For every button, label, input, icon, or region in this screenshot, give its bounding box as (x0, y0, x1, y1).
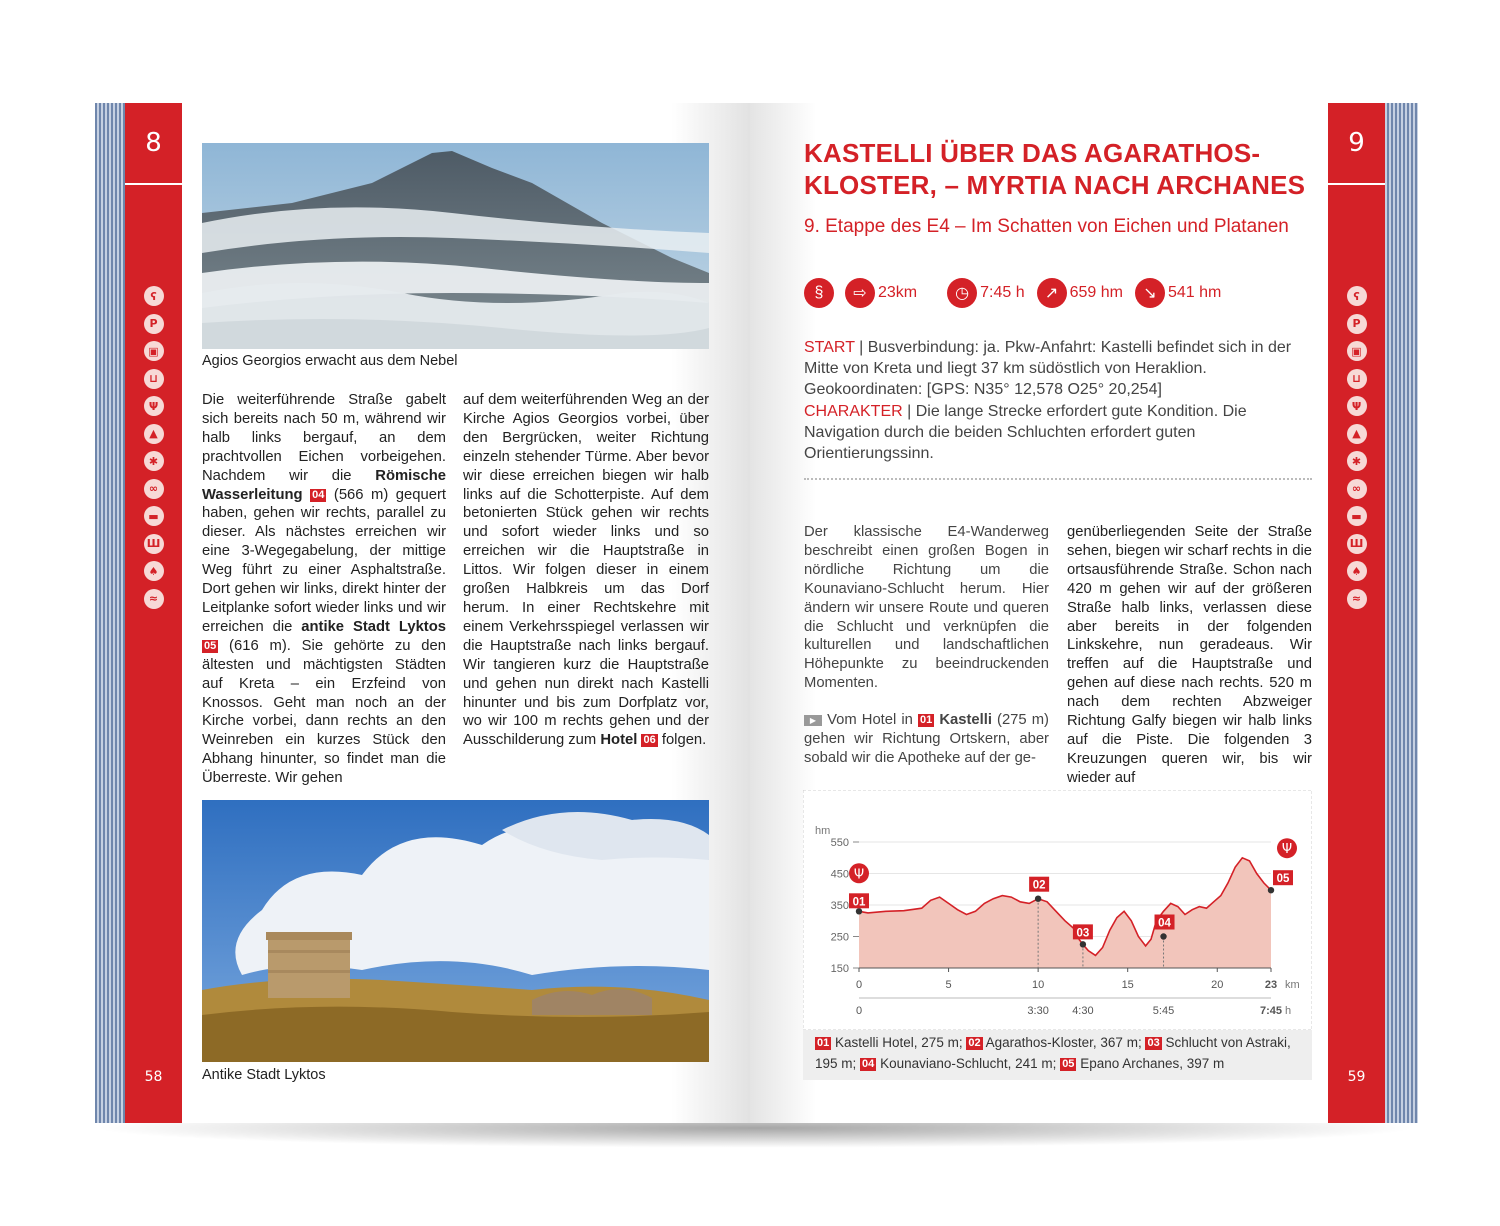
x-tick-label: 0 (855, 979, 863, 991)
legend-item: Schlucht von Astraki, 195 m; (815, 1035, 1291, 1071)
elevation-chart (803, 790, 1312, 1030)
x-tick-label: 20 (1211, 979, 1224, 991)
play-arrow-icon: ▶ (804, 715, 822, 726)
time-tick-label: 5:45 (1152, 1005, 1175, 1017)
dotted-divider (804, 478, 1312, 480)
right-page-edges (1385, 103, 1418, 1123)
waypoint-dot (1268, 887, 1274, 893)
museum-icon: Ш (1347, 534, 1367, 554)
x-tick-label: 15 (1121, 979, 1134, 991)
y-tick-label: 450 (830, 868, 849, 881)
legend-tag: 03 (1147, 1037, 1160, 1049)
waypoint-dot (1035, 896, 1041, 902)
text-segment: (275 m) gehen wir Richtung Ortskern, aber sobald wir die Apotheke auf der ge- (804, 712, 1049, 766)
left-page-edges (95, 103, 125, 1123)
mountain-icon: ▲ (144, 424, 164, 444)
character-label: CHARAKTER (804, 402, 903, 420)
left-text-column-2 (463, 391, 709, 750)
restaurant-icon: Ψ (1347, 396, 1367, 416)
waypoint-tag: 04 (312, 488, 325, 501)
waypoint-marker-label: 03 (1076, 927, 1090, 940)
right-chapter-band (1328, 103, 1385, 1123)
chapter-number: 8 (125, 103, 182, 185)
mountain-icon: ▲ (1347, 424, 1367, 444)
waypoint-tag: 06 (643, 734, 656, 747)
x-tick-label: 10 (1032, 979, 1045, 991)
bicycle-icon: ∞ (1347, 479, 1367, 499)
waypoint-dot (1080, 941, 1086, 947)
intro-paragraph: Der klassische E4-Wanderweg beschreibt einen großen Bogen in nördliche Richtung um die Kounaviano-Schlucht herum. Hier ändern wir unsere Route und queren die Schlucht und verknüpfen die kulturellen und landschaftlichen Höhepunkte zu beeindruckenden Momenten. (804, 524, 1049, 692)
time-tick-label: 0 (855, 1005, 863, 1017)
y-axis-unit: hm (815, 825, 831, 837)
restaurant-icon: Ψ (144, 396, 164, 416)
x-axis-unit: km (1285, 979, 1300, 991)
bicycle-icon: ∞ (144, 479, 164, 499)
restaurant-icon-glyph: Ψ (1281, 842, 1293, 858)
x-tick-label: 5 (945, 979, 952, 991)
legend-item: Agarathos-Kloster, 367 m; (985, 1035, 1142, 1050)
left-text-column-1 (202, 391, 446, 788)
descent-value: 541 hm (1167, 284, 1222, 301)
waypoint-tag: 05 (204, 639, 217, 652)
start-text: | Busverbindung: ja. Pkw-Anfahrt: Kastelli befindet sich in der Mitte von Kreta und liegt 37 km südöstlich von Heraklion. Geokoordinaten: [GPS: N35° 12,578 O25° 20,254] (804, 339, 1292, 399)
category-icons (1328, 286, 1385, 616)
text-segment: Vom Hotel in (822, 712, 918, 729)
right-text-column-1 (804, 523, 1049, 768)
bus-icon: ▣ (1347, 341, 1367, 361)
legend-tag: 02 (968, 1037, 981, 1049)
x-tick-label: 23 (1264, 979, 1278, 991)
photo-lyktos (202, 800, 709, 1062)
left-chapter-band (125, 103, 182, 1123)
chapter-number: 9 (1328, 103, 1385, 185)
text-segment: (566 m) gequert haben, gehen wir rechts, parallel zu dieser. Als nächstes erreichen wir eine 3-Wegegabelung, der mittige Weg führt zu einer Asphaltstraße. Dort gehen wir links, direkt hinter der Leitplanke sofort wieder links und wir erreichen die (202, 486, 446, 635)
time-axis-unit: h (1285, 1005, 1292, 1017)
tour-subtitle: 9. Etappe des E4 – Im Schatten von Eichen und Platanen (804, 216, 1289, 237)
tour-title-line-2: KLOSTER, – MYRTIA NACH ARCHANES (804, 170, 1306, 200)
text-segment: auf dem weiterführenden Weg an der Kirche Agios Georgios vorbei, über den Bergrücken, weiter Richtung einzeln stehender Türme. Aber bevor wir diese erreichen biegen wir halb links auf die Schotterpiste. Auf dem betonierten Stück gehen wir rechts und sofort wieder links und so erreichen wir die Hauptstraße in Littos. Wir folgen dieser in einem großen Halbkreis um das Dorf herum. In einer Rechtskehre mit einem Verkehrsspiegel verlassen wir die Hauptstraße nach links bergauf. Wir tangieren kurz die Hauptstraße und gehen nun direkt nach Kastelli hinunter und bis zum Dorfplatz vor, wo wir 100 m rechts gehen und der Ausschilderung zum (463, 392, 709, 749)
waypoint-marker-label: 04 (1158, 917, 1171, 930)
waypoint-dot (1160, 933, 1166, 939)
time-value: 7:45 h (980, 284, 1025, 301)
tour-title (804, 137, 1305, 201)
swimming-icon: ≈ (1347, 589, 1367, 609)
ascent-value: 659 hm (1069, 284, 1123, 301)
legend-tag: 05 (1062, 1058, 1075, 1070)
text-segment: Die weiterführende Straße gabelt sich bereits nach 50 m, während wir halb links bergauf, an dem prachtvollen Eichen vorbeigehen. Nachdem wir die (202, 392, 446, 484)
legend-tag: 04 (862, 1058, 875, 1070)
clock-icon: ◷ (947, 278, 977, 308)
text-bold: Hotel (600, 732, 638, 749)
snowflake-icon: ✱ (1347, 451, 1367, 471)
waypoint-marker-label: 05 (1276, 873, 1290, 886)
signpost-icon: ⇨ (845, 278, 875, 308)
time-tick-label: 4:30 (1072, 1005, 1094, 1017)
text-bold: antike Stadt Lyktos (301, 618, 446, 635)
tour-stats (804, 278, 1233, 308)
museum-icon: Ш (144, 534, 164, 554)
time-tick-label: 3:30 (1027, 1005, 1049, 1017)
page-number: 58 (144, 1069, 163, 1085)
y-tick-label: 350 (830, 900, 849, 912)
ascent-icon: ↗ (1037, 278, 1067, 308)
photo1-caption: Agios Georgios erwacht aus dem Nebel (202, 353, 458, 369)
y-tick-label: 550 (830, 837, 849, 849)
descent-icon: ↘ (1135, 278, 1165, 308)
bear-icon: ʕ (144, 286, 164, 306)
parking-icon: P (1347, 314, 1367, 334)
waypoint-dot (856, 908, 862, 914)
legend-item: Epano Archanes, 397 m (1080, 1056, 1225, 1071)
text-bold: Kastelli (939, 712, 992, 729)
restaurant-icon-glyph: Ψ (853, 867, 865, 883)
cable-car-icon: ⊔ (144, 369, 164, 389)
photo-agios-georgios (202, 143, 709, 349)
tour-info (804, 337, 1314, 464)
tour-title-line-1: KASTELLI ÜBER DAS AGARATHOS- (804, 138, 1261, 168)
waypoint-marker-label: 01 (852, 896, 866, 909)
time-tick-label: 7:45 (1259, 1005, 1283, 1017)
legend-tag: 01 (817, 1037, 830, 1049)
legend-item: Kounaviano-Schlucht, 241 m; (880, 1056, 1057, 1071)
waypoint-tag: 01 (919, 714, 933, 727)
text-segment: folgen. (657, 732, 707, 749)
swimming-icon: ≈ (144, 589, 164, 609)
right-text-column-2 (1067, 523, 1312, 788)
waypoint-marker-label: 02 (1032, 879, 1046, 892)
character-text: | Die lange Strecke erfordert gute Kondition. Die Navigation durch die beiden Schluchten erfordert guten Orientierungssinn. (804, 402, 1247, 463)
cable-car-icon: ⊔ (1347, 369, 1367, 389)
bear-icon: ʕ (1347, 286, 1367, 306)
bus-icon: ▣ (144, 341, 164, 361)
text-bold: Römische Wasserleitung (202, 467, 446, 503)
y-tick-label: 150 (830, 963, 849, 975)
waypoint-legend (803, 1030, 1312, 1080)
y-tick-label: 250 (830, 931, 849, 944)
text-segment: (616 m). Sie gehörte zu den ältesten und mächtigsten Städten auf Kreta – ein Erzfeind von Knossos. Geht man noch an der Kirche vorbei, dann rechts an den Weinreben ein kurzes Stück den Abhang hinunter, so findet man die Überreste. Wir gehen (202, 637, 446, 787)
route-icon: § (804, 278, 834, 308)
page-number: 59 (1347, 1069, 1366, 1085)
tree-icon: ♠ (144, 561, 164, 581)
snowflake-icon: ✱ (144, 451, 164, 471)
photo2-caption: Antike Stadt Lyktos (202, 1067, 326, 1083)
text-segment: genüberliegenden Seite der Straße sehen, biegen wir scharf rechts in die ortsausführende Straße. Schon nach 420 m gehen wir auf der größeren Straße halb links, verlassen diese aber bereits in der folgenden Linkskehre, nun geradeaus. Wir treffen auf die Hauptstraße und gehen auf diese nach rechts. 520 m nach dem rechten Abzweiger Richtung Galfy biegen wir halb links auf die Piste. Die folgenden 3 Kreuzungen queren wir, bis wir wieder auf (1067, 524, 1312, 786)
bed-icon: ▬ (1347, 506, 1367, 526)
distance-value: 23km (878, 284, 918, 301)
category-icons (125, 286, 182, 616)
bed-icon: ▬ (144, 506, 164, 526)
legend-item: Kastelli Hotel, 275 m; (835, 1035, 963, 1050)
parking-icon: P (144, 314, 164, 334)
start-label: START (804, 339, 855, 356)
tree-icon: ♠ (1347, 561, 1367, 581)
